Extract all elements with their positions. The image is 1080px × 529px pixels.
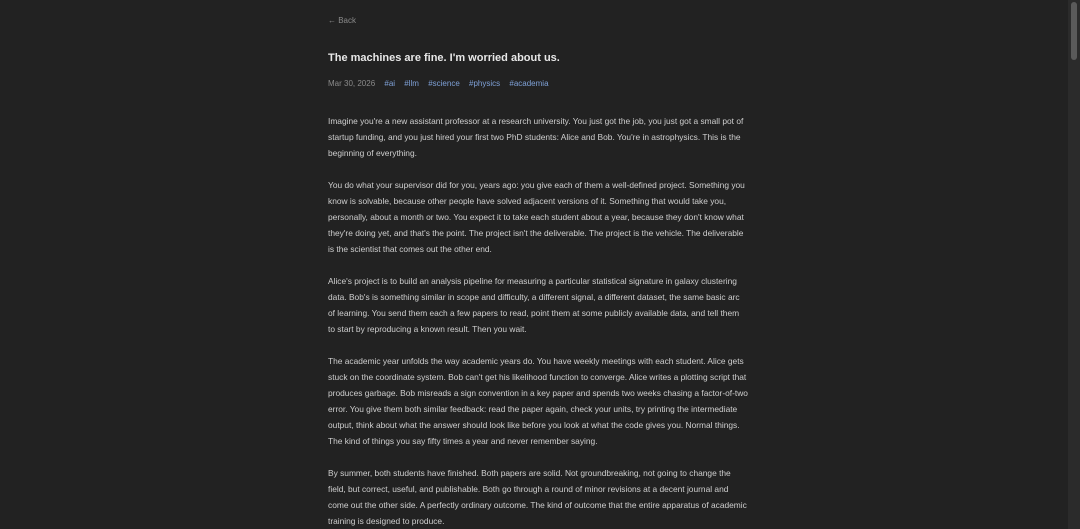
tag-ai[interactable]: #ai — [384, 79, 396, 88]
scrollbar-thumb[interactable] — [1071, 2, 1077, 60]
tag-academia[interactable]: #academia — [509, 79, 549, 88]
back-link[interactable]: ← Back — [328, 16, 357, 25]
post-body — [328, 113, 748, 529]
paragraph: By summer, both students have finished. Both papers are solid. Not groundbreaking, not going to change the field, but correct, useful, and publishable. Both go through a round of minor revisions at a decent journal and come out the other side. A perfectly ordinary outcome. The kind of outcome that the entire apparatus of academic training is designed to produce. — [328, 468, 747, 526]
post-title: The machines are fine. I'm worried about us. — [328, 52, 560, 64]
paragraph: Alice's project is to build an analysis pipeline for measuring a particular statistical signature in galaxy clustering data. Bob's is something similar in scope and difficulty, a different signal, a different dataset, the same basic arc of learning. You send them each a few papers to read, point them at some publicly available data, and tell them to start by reproducing a known result. Then you wait. — [328, 276, 740, 334]
paragraph: Imagine you're a new assistant professor at a research university. You just got the job, you just got a small pot of startup funding, and you just hired your first two PhD students: Alice and Bob. You're in astrophysics. This is the beginning of everything. — [328, 116, 744, 158]
paragraph: The academic year unfolds the way academic years do. You have weekly meetings with each student. Alice gets stuck on the coordinate system. Bob can't get his likelihood function to converge. Alice writes a plotting script that produces garbage. Bob misreads a sign convention in a key paper and spends two weeks chasing a factor-of-two error. You give them both similar feedback: read the paper again, check your units, try printing the intermediate output, think about what the answer should look like before you look at what the code gives you. Normal things. The kind of things you say fifty times a year and never remember saying. — [328, 356, 748, 446]
tag-llm[interactable]: #llm — [404, 79, 419, 88]
tag-science[interactable]: #science — [428, 79, 460, 88]
post-meta — [328, 79, 549, 88]
post-date: Mar 30, 2026 — [328, 79, 376, 88]
tag-physics[interactable]: #physics — [469, 79, 501, 88]
vertical-scrollbar[interactable] — [1068, 0, 1080, 529]
paragraph: You do what your supervisor did for you, years ago: you give each of them a well-defined project. Something you know is solvable, because other people have solved adjacent versions of it. Something that would take you, personally, about a month or two. You expect it to take each student about a year, because they don't know what they're doing yet, and that's the point. The project isn't the deliverable. The project is the vehicle. The deliverable is the scientist that comes out the other end. — [328, 180, 745, 254]
